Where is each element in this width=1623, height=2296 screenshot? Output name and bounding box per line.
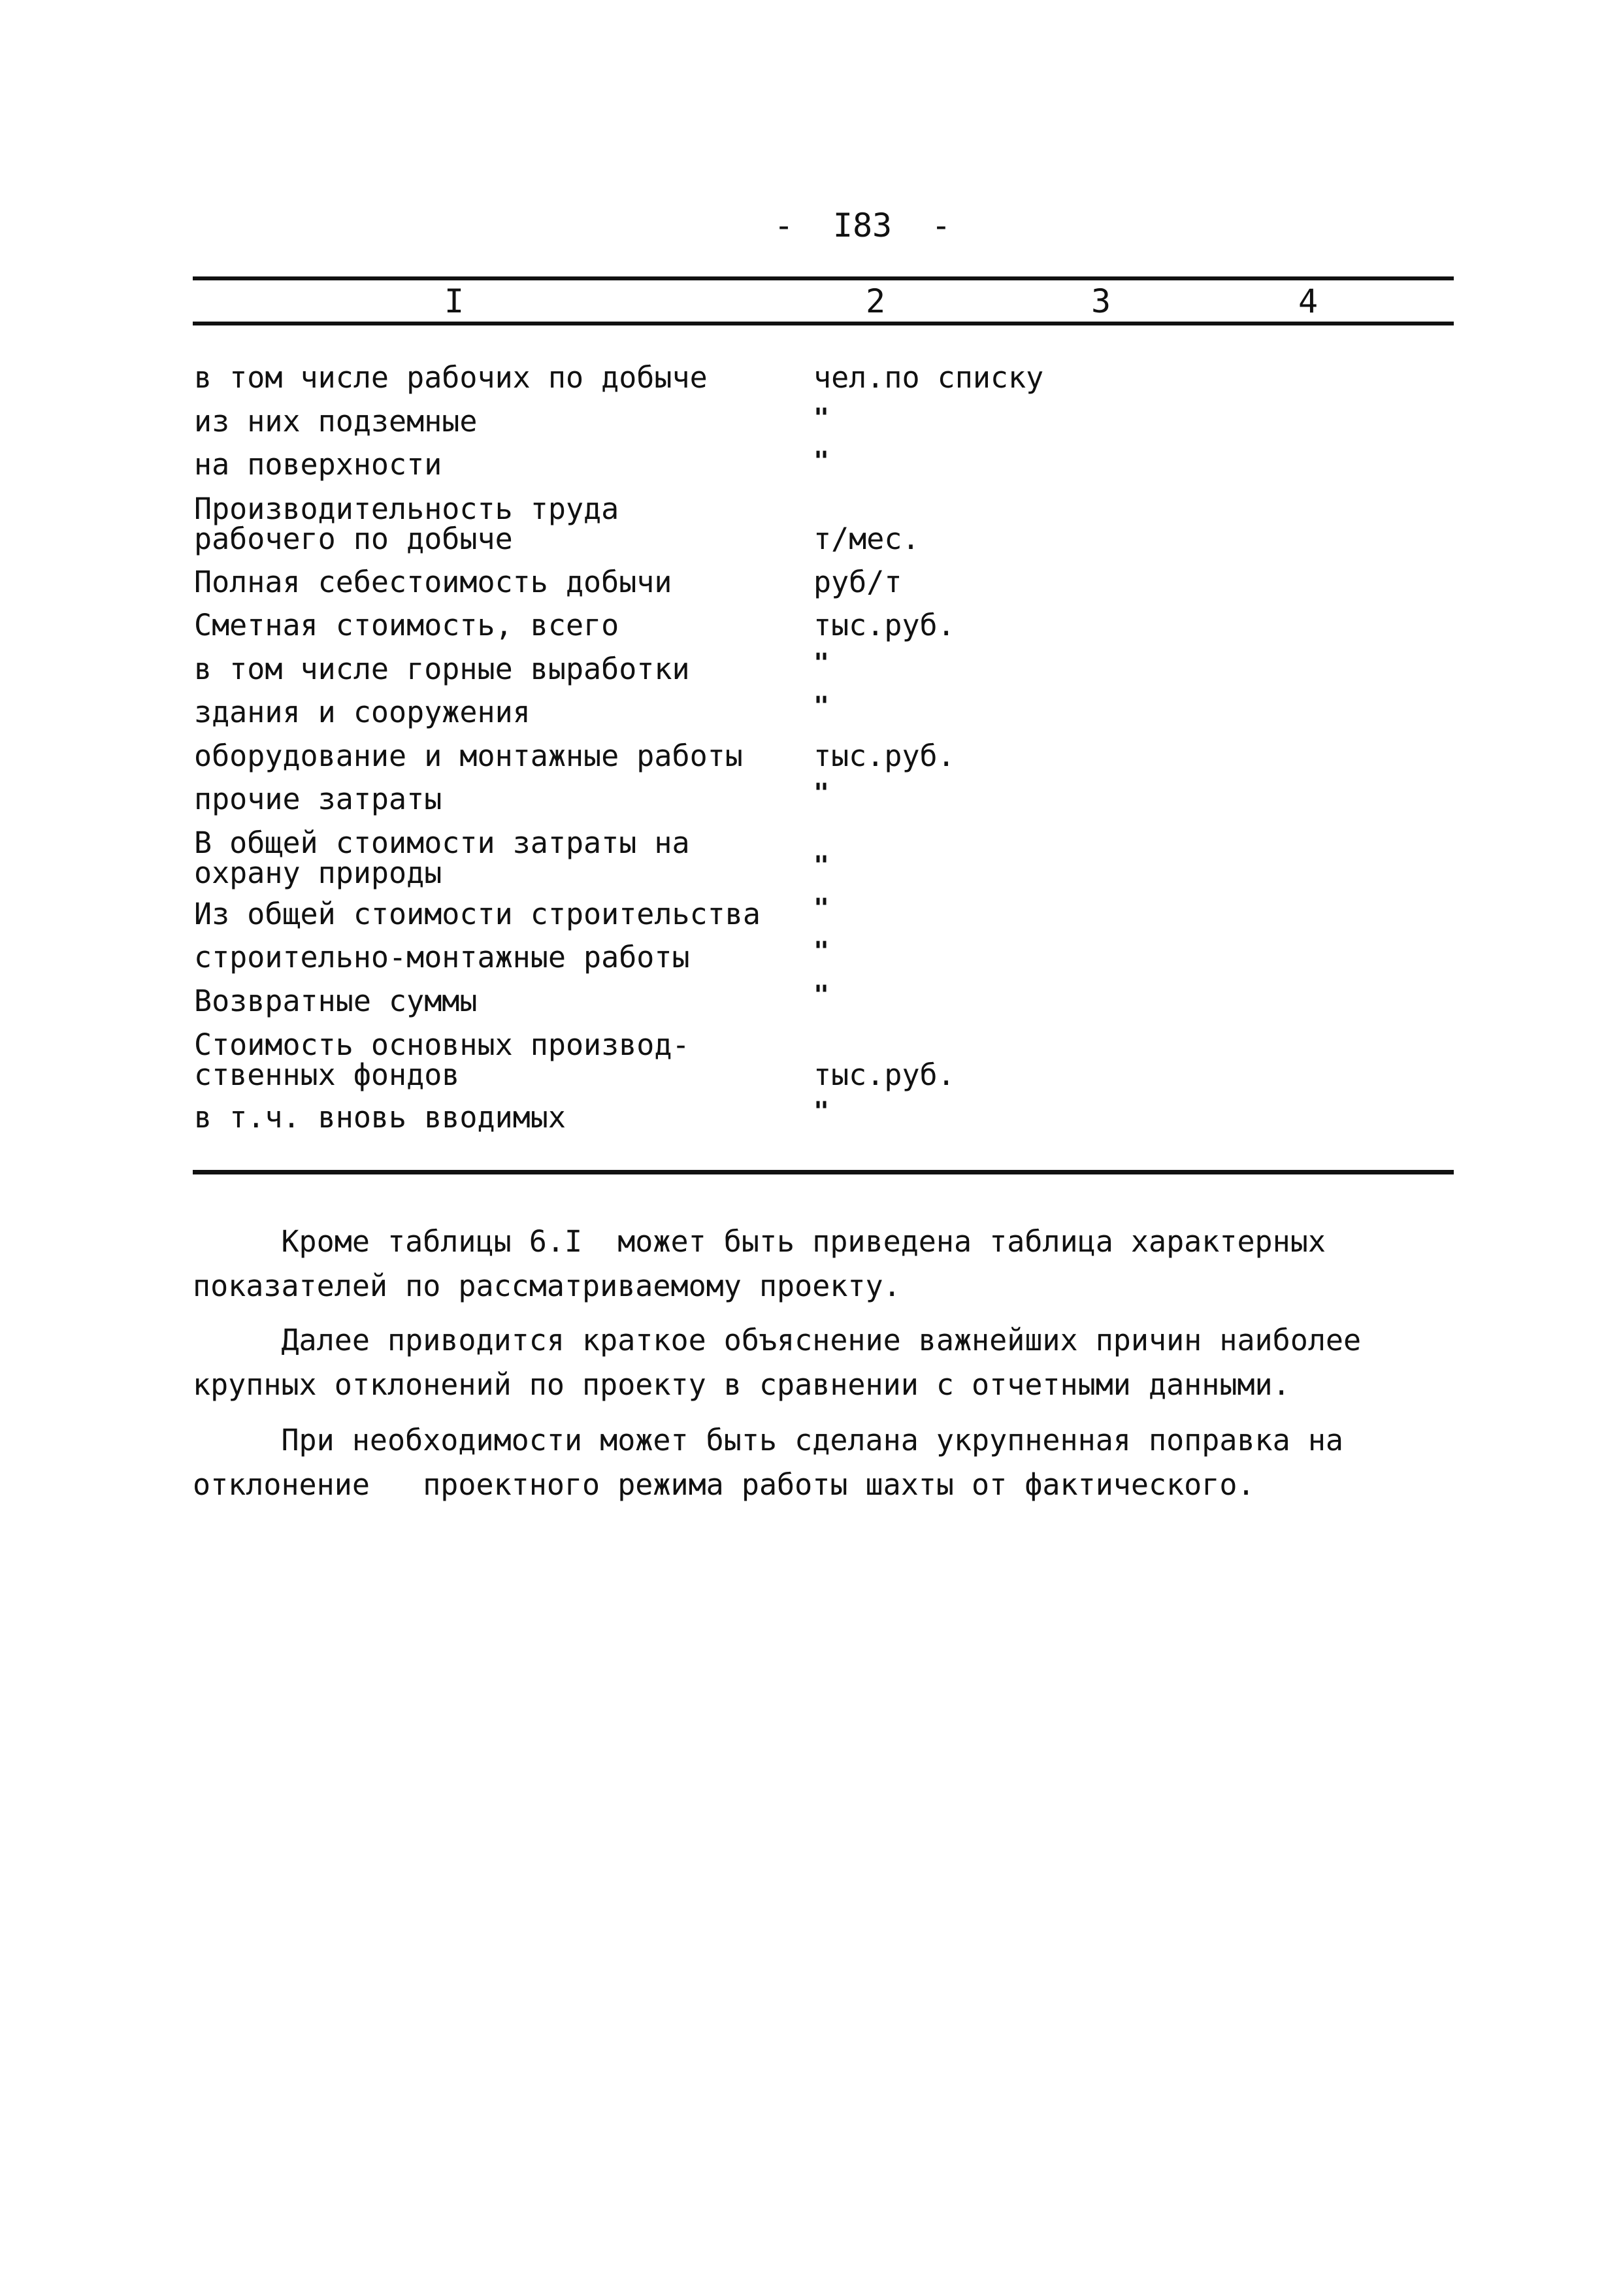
column-header-4: 4 [1298, 282, 1319, 320]
row-name: Из общей стоимости строительства [194, 897, 761, 931]
row-name: прочие затраты [194, 782, 442, 816]
page-number: - I83 - [774, 207, 951, 244]
row-unit: т/мес. [813, 522, 920, 556]
column-header-2: 2 [865, 282, 886, 320]
row-unit-ditto: " [813, 446, 830, 476]
row-unit-ditto: " [813, 937, 830, 967]
row-unit-ditto: " [813, 648, 830, 678]
row-unit-ditto: " [813, 980, 830, 1010]
row-unit: тыс.руб. [813, 1057, 955, 1092]
row-name: из них подземные [194, 404, 478, 439]
row-name: в том числе рабочих по добыче [194, 360, 708, 395]
table-header-rule [193, 322, 1454, 325]
row-name: строительно-монтажные работы [194, 940, 690, 974]
row-name: Производительность труда рабочего по добыче [194, 491, 619, 556]
row-name: Сметная стоимость, всего [194, 608, 619, 642]
paragraph-1: Кроме таблицы 6.I может быть приведена таблица характерных показателей по рассматриваемому проекту. [193, 1224, 1326, 1303]
row-name: здания и сооружения [194, 695, 531, 729]
column-header-3: 3 [1090, 282, 1111, 320]
row-unit-ditto: " [813, 691, 830, 722]
table-bottom-rule [193, 1170, 1454, 1174]
row-unit-ditto: " [813, 1097, 830, 1127]
paragraph-3: При необходимости может быть сделана укрупненная поправка на отклонение проектного режима работы шахты от фактического. [193, 1423, 1343, 1502]
row-unit-ditto: " [813, 778, 830, 808]
paragraph-2: Далее приводится краткое объяснение важнейших причин наиболее крупных отклонений по проекту в сравнении с отчетными данными. [193, 1323, 1362, 1402]
row-name: оборудование и монтажные работы [194, 739, 743, 773]
row-name: В общей стоимости затраты на охрану природы [194, 825, 690, 890]
row-unit-ditto: " [813, 403, 830, 433]
row-unit-ditto: " [813, 851, 830, 881]
row-unit: чел.по списку [813, 360, 1044, 395]
row-name: на поверхности [194, 447, 442, 482]
row-unit: тыс.руб. [813, 739, 955, 773]
row-unit: руб/т [813, 565, 902, 599]
row-name: Полная себестоимость добычи [194, 565, 672, 599]
row-name: Стоимость основных производ- ственных фондов [194, 1027, 690, 1092]
table-top-rule [193, 276, 1454, 280]
row-name: в том числе горные выработки [194, 652, 690, 686]
column-header-1: I [444, 282, 465, 320]
row-name: в т.ч. вновь вводимых [194, 1100, 566, 1135]
row-name: Возвратные суммы [194, 984, 478, 1018]
row-unit-ditto: " [813, 893, 830, 923]
row-unit: тыс.руб. [813, 608, 955, 642]
